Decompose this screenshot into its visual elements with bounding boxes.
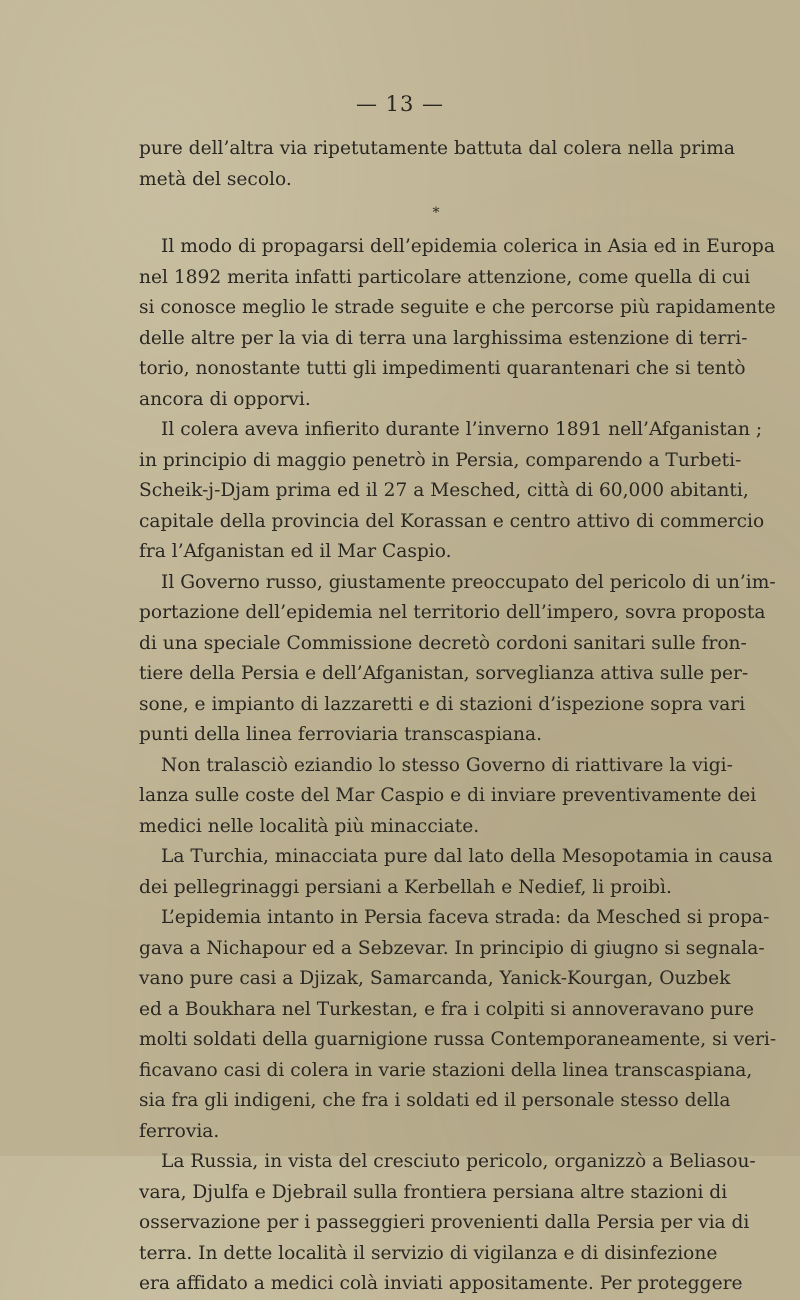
text-line: lanza sulle coste del Mar Caspio e di inviare preventivamente dei bbox=[139, 785, 757, 806]
text-line: sia fra gli indigeni, che fra i soldati ed il personale stesso della bbox=[139, 1090, 731, 1111]
text-line: molti soldati della guarnigione russa Contemporaneamente, si veri- bbox=[139, 1029, 777, 1050]
text-line: torio, nonostante tutti gli impedimenti quarantenari che si tentò bbox=[139, 358, 746, 379]
text-line: capitale della provincia del Korassan e centro attivo di commercio bbox=[139, 510, 765, 532]
text-line: Scheik-j-Djam prima ed il 27 a Mesched, città di 60,000 abitanti, bbox=[139, 480, 749, 501]
body-text bbox=[139, 134, 777, 1300]
text-line: punti della linea ferroviaria transcaspiana. bbox=[139, 724, 542, 745]
text-line: Non tralasciò eziandio lo stesso Governo di riattivare la vigi- bbox=[161, 754, 733, 776]
text-line: ficavano casi di colera in varie stazioni della linea transcaspiana, bbox=[139, 1059, 753, 1081]
text-line: medici nelle località più minacciate. bbox=[139, 815, 480, 837]
section-separator: * bbox=[432, 205, 440, 221]
text-line: gava a Nichapour ed a Sebzevar. In principio di giugno si segnala- bbox=[139, 937, 765, 959]
text-line: Il modo di propagarsi dell’epidemia colerica in Asia ed in Europa bbox=[161, 236, 775, 257]
text-line: La Turchia, minacciata pure dal lato della Mesopotamia in causa bbox=[161, 846, 773, 867]
text-line: Il colera aveva infierito durante l’inverno 1891 nell’Afganistan ; bbox=[161, 419, 763, 440]
text-line: ed a Boukhara nel Turkestan, e fra i colpiti si annoveravano pure bbox=[139, 998, 754, 1020]
text-line: di una speciale Commissione decretò cordoni sanitari sulle fron- bbox=[139, 632, 747, 654]
text-line: La Russia, in vista del cresciuto pericolo, organizzò a Beliasou- bbox=[161, 1151, 756, 1172]
text-line: tiere della Persia e dell’Afganistan, sorveglianza attiva sulle per- bbox=[139, 663, 749, 684]
text-line: vara, Djulfa e Djebrail sulla frontiera persiana altre stazioni di bbox=[139, 1181, 728, 1203]
text-line: ancora di opporvi. bbox=[139, 388, 311, 410]
text-line: metà del secolo. bbox=[139, 168, 292, 190]
text-line: ferrovia. bbox=[139, 1120, 220, 1142]
text-line: era affidato a medici colà inviati appositamente. Per proteggere bbox=[139, 1273, 743, 1294]
text-line: pure dell’altra via ripetutamente battuta dal colera nella prima bbox=[139, 138, 735, 159]
text-line: fra l’Afganistan ed il Mar Caspio. bbox=[139, 541, 452, 562]
text-line: nel 1892 merita infatti particolare attenzione, come quella di cui bbox=[139, 266, 751, 288]
text-line: delle altre per la via di terra una larghissima estenzione di terri- bbox=[139, 327, 748, 349]
text-line: osservazione per i passeggieri provenienti dalla Persia per via di bbox=[139, 1212, 750, 1233]
text-line: portazione dell’epidemia nel territorio dell’impero, sovra proposta bbox=[139, 602, 766, 623]
text-line: Il Governo russo, giustamente preoccupato del pericolo di un’im- bbox=[161, 571, 776, 593]
text-line: vano pure casi a Djizak, Samarcanda, Yanick-Kourgan, Ouzbek bbox=[139, 968, 731, 989]
text-line: si conosce meglio le strade seguite e che percorse più rapidamente bbox=[139, 297, 776, 318]
text-line: dei pellegrinaggi persiani a Kerbellah e Nedief, li proibì. bbox=[139, 876, 672, 898]
text-line: sone, e impianto di lazzaretti e di stazioni d’ispezione sopra vari bbox=[139, 693, 746, 715]
text-line: L’epidemia intanto in Persia faceva strada: da Mesched si propa- bbox=[161, 907, 770, 928]
text-line: in principio di maggio penetrò in Persia, comparendo a Turbeti- bbox=[139, 449, 742, 471]
text-line: terra. In dette località il servizio di vigilanza e di disinfezione bbox=[139, 1242, 718, 1264]
page-number: — 13 — bbox=[355, 92, 445, 116]
